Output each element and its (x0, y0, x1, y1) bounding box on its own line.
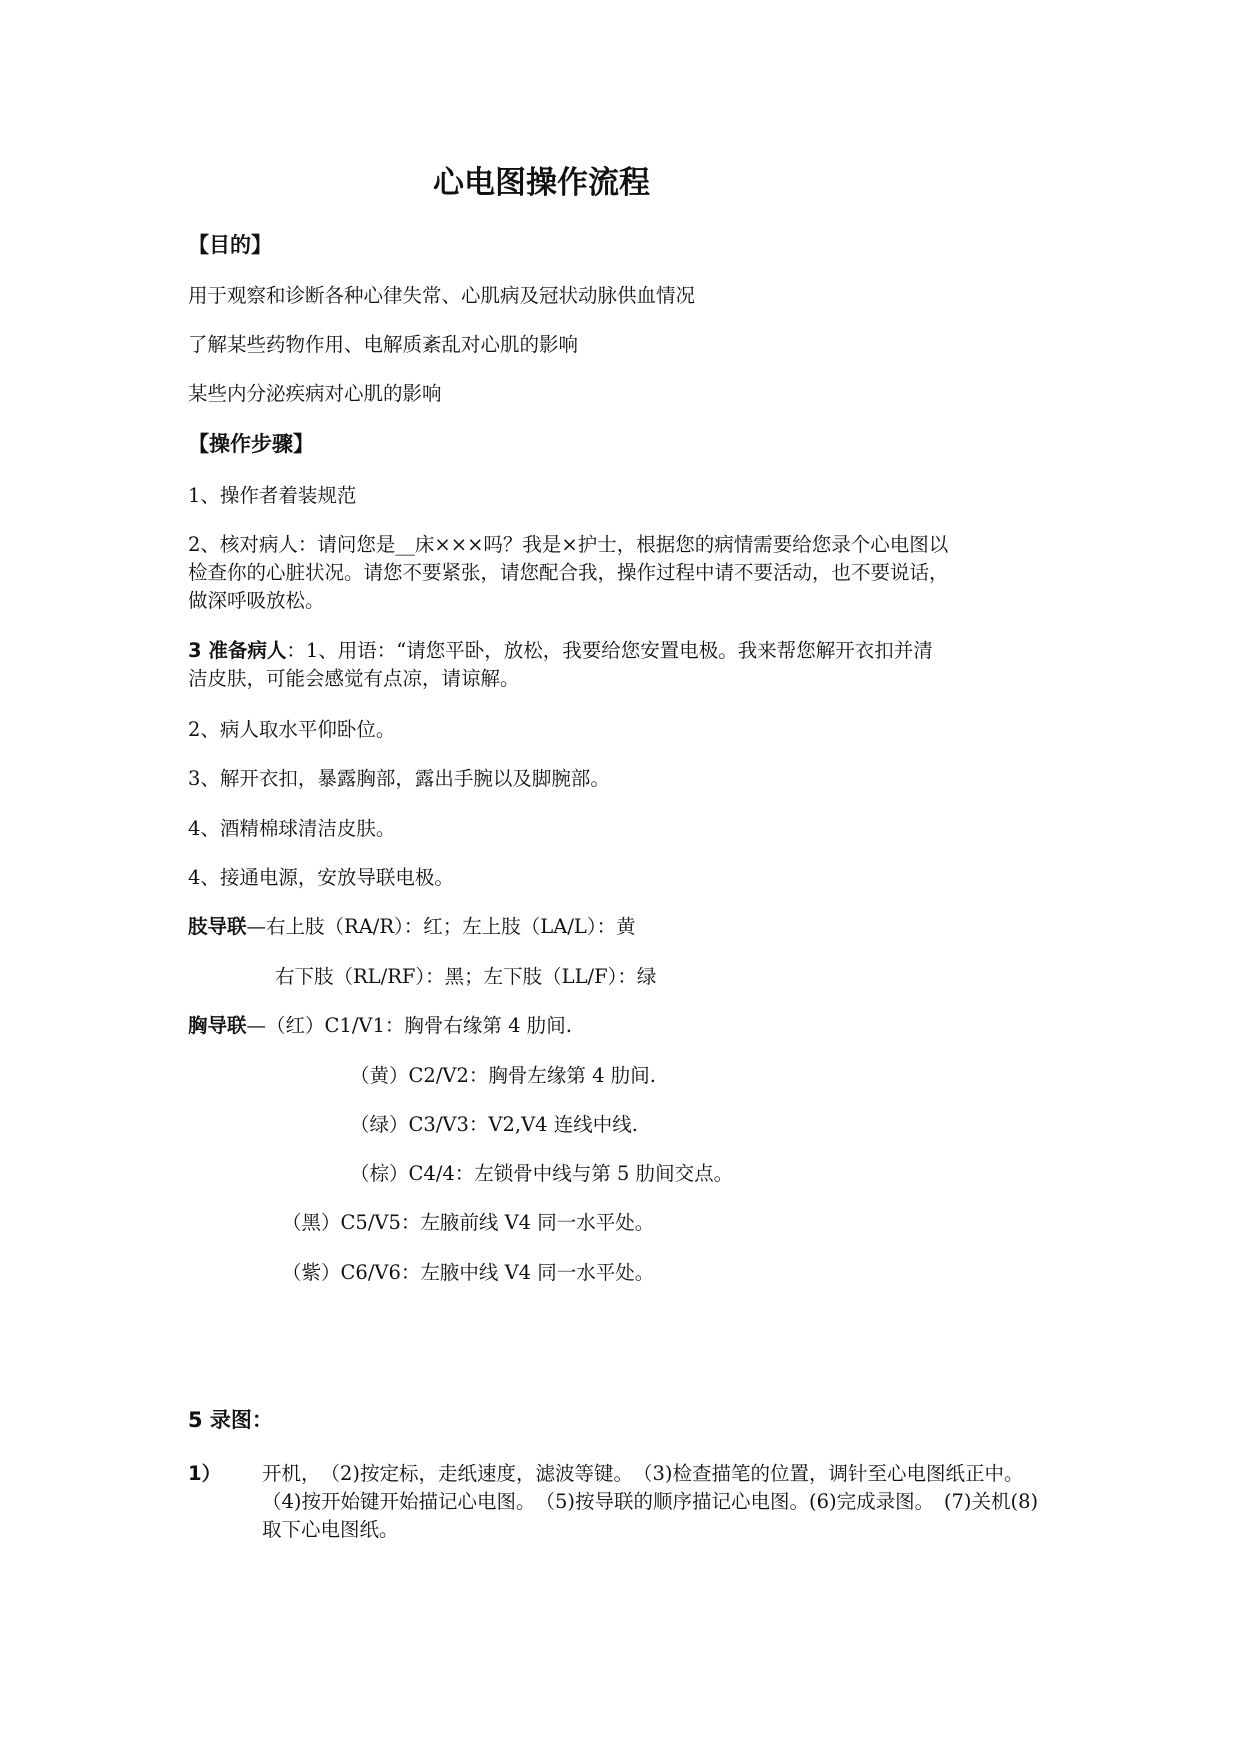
purpose-line: 用于观察和诊断各种心律失常、心肌病及冠状动脉供血情况 (188, 284, 696, 307)
limb-leads-line-2: 右下肢（RL/RF）：黑；左下肢（LL/F）：绿 (275, 965, 657, 988)
sub-step: 3、解开衣扣，暴露胸部，露出手腕以及脚腕部。 (188, 767, 610, 790)
step-1: 1、操作者着装规范 (188, 484, 357, 507)
purpose-line: 某些内分泌疾病对心肌的影响 (188, 382, 442, 405)
steps-heading: 【操作步骤】 (188, 432, 314, 456)
limb-leads-label: 肢导联 (188, 915, 247, 938)
sub-step: 4、接通电源，安放导联电极。 (188, 866, 454, 889)
record-heading: 5 录图： (188, 1408, 273, 1432)
step-2-line: 检查你的心脏状况。请您不要紧张，请您配合我，操作过程中请不要活动，也不要说话， (188, 561, 949, 584)
step-2-line: 2、核对病人：请问您是__床×××吗？我是×护士，根据您的病情需要给您录个心电图以 (188, 533, 949, 556)
chest-lead: （黑）C5/V5：左腋前线 V4 同一水平处。 (282, 1211, 655, 1234)
step-2-line: 做深呼吸放松。 (188, 589, 325, 612)
step-3-line-2: 洁皮肤，可能会感觉有点凉，请谅解。 (188, 667, 520, 690)
limb-leads-line (188, 913, 636, 941)
step-3-label: 3 准备病人 (188, 639, 287, 662)
chest-leads-text: —（红）C1/V1：胸骨右缘第 4 肋间. (246, 1014, 572, 1037)
step-3-text: ：1、用语：“请您平卧，放松，我要给您安置电极。我来帮您解开衣扣并清 (286, 639, 933, 662)
sub-step: 4、酒精棉球清洁皮肤。 (188, 817, 396, 840)
sub-step: 2、病人取水平仰卧位。 (188, 718, 396, 741)
record-item-number: 1） (188, 1462, 222, 1485)
chest-lead: （黄）C2/V2：胸骨左缘第 4 肋间. (350, 1064, 656, 1087)
step-3-line (188, 637, 933, 665)
chest-leads-label: 胸导联 (188, 1014, 247, 1037)
chest-lead: （绿）C3/V3：V2,V4 连线中线. (350, 1113, 638, 1136)
purpose-line: 了解某些药物作用、电解质紊乱对心肌的影响 (188, 333, 579, 356)
purpose-heading: 【目的】 (188, 233, 272, 257)
chest-lead: （紫）C6/V6：左腋中线 V4 同一水平处。 (282, 1261, 655, 1284)
chest-leads-line (188, 1012, 572, 1040)
record-item-text: 开机， （2)按定标，走纸速度，滤波等键。 （3)检查描笔的位置，调针至心电图纸正中。 （4)按开始键开始描记心电图。 （5)按导联的顺序描记心电图。(6)完成录图。 (7)关机(8)取下心电图纸。 (262, 1462, 1039, 1541)
chest-lead: （棕）C4/4：左锁骨中线与第 5 肋间交点。 (350, 1162, 734, 1185)
page-title: 心电图操作流程 (433, 165, 650, 201)
limb-leads-text: —右上肢（RA/R）：红；左上肢（LA/L）：黄 (246, 915, 636, 938)
